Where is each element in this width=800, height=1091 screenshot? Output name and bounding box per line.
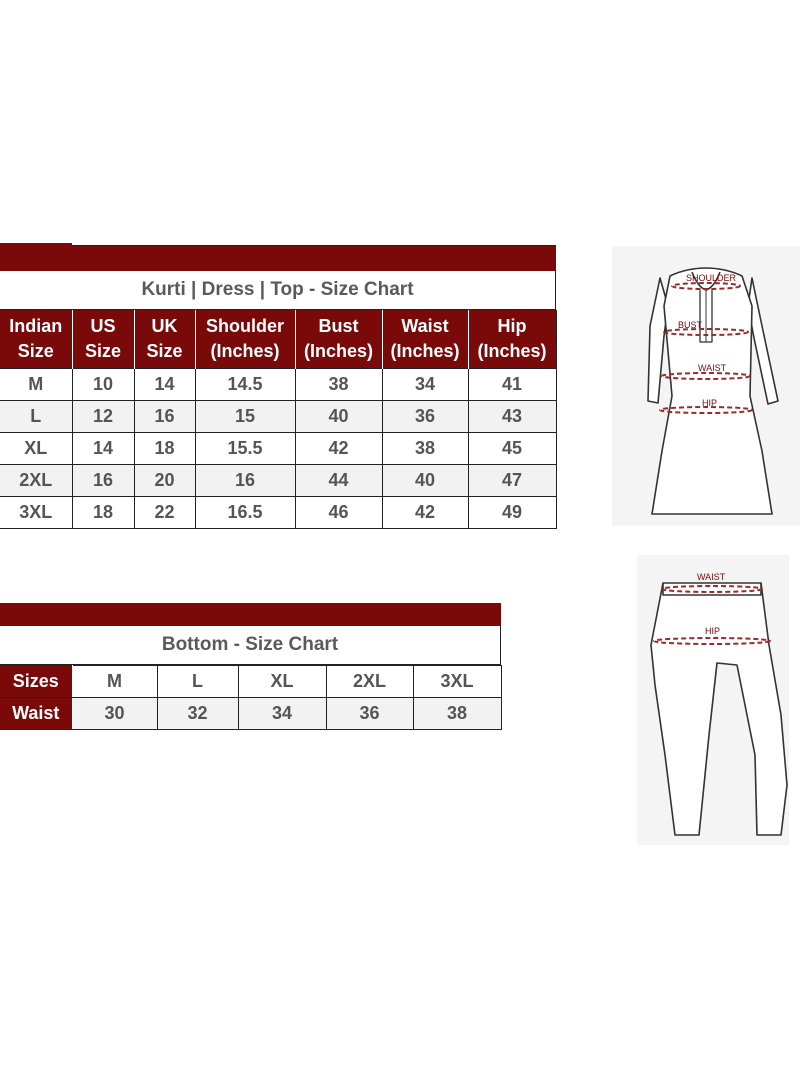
table-cell: 14: [72, 433, 134, 465]
kurti-size-table: [0, 310, 557, 529]
table-cell: 14: [134, 369, 195, 401]
table-cell: 20: [134, 465, 195, 497]
kurti-size-chart: [0, 245, 556, 529]
table-cell: 32: [157, 698, 238, 730]
table-cell: 10: [72, 369, 134, 401]
waist-label: WAIST: [698, 363, 727, 373]
table-cell: 49: [468, 497, 556, 529]
table-cell: 40: [382, 465, 468, 497]
table-cell: 2XL: [0, 465, 72, 497]
table-cell: 38: [295, 369, 382, 401]
table-cell: 3XL: [413, 666, 501, 698]
table-cell: 38: [382, 433, 468, 465]
hip-label: HIP: [702, 398, 718, 408]
col-header-uk-size: UK Size: [134, 310, 195, 369]
table-row: [0, 369, 556, 401]
table-cell: 47: [468, 465, 556, 497]
table-cell: 38: [413, 698, 501, 730]
col-header-waist: Waist (Inches): [382, 310, 468, 369]
bottom-chart-title: Bottom - Size Chart: [0, 626, 501, 665]
pants-measurement-illustration: [637, 555, 789, 845]
table-cell: 16: [195, 465, 295, 497]
table-cell: 3XL: [0, 497, 72, 529]
table-cell: 18: [134, 433, 195, 465]
table-cell: 15.5: [195, 433, 295, 465]
col-header-shoulder: Shoulder (Inches): [195, 310, 295, 369]
table-cell: L: [0, 401, 72, 433]
table-cell: 36: [382, 401, 468, 433]
table-cell: L: [157, 666, 238, 698]
table-cell: 14.5: [195, 369, 295, 401]
col-header-indian-size: Indian Size: [0, 310, 72, 369]
sizes-row-header: Sizes: [0, 666, 72, 698]
sizes-row: [0, 666, 501, 698]
col-header-us-size: US Size: [72, 310, 134, 369]
table-cell: XL: [238, 666, 326, 698]
table-cell: 30: [72, 698, 157, 730]
table-cell: 41: [468, 369, 556, 401]
kurti-measurement-illustration: [612, 246, 800, 526]
table-cell: 34: [238, 698, 326, 730]
pants-hip-label: HIP: [705, 626, 721, 636]
kurti-header-row: [0, 310, 556, 369]
bottom-size-chart: [0, 603, 501, 730]
table-row: [0, 497, 556, 529]
table-cell: 12: [72, 401, 134, 433]
table-cell: 40: [295, 401, 382, 433]
col-header-bust: Bust (Inches): [295, 310, 382, 369]
table-cell: 16: [72, 465, 134, 497]
bottom-size-table: [0, 665, 502, 730]
table-cell: 36: [326, 698, 413, 730]
table-cell: 16: [134, 401, 195, 433]
kurti-header-bar: [0, 245, 556, 271]
table-row: [0, 465, 556, 497]
table-cell: XL: [0, 433, 72, 465]
table-cell: 18: [72, 497, 134, 529]
table-cell: 42: [382, 497, 468, 529]
table-cell: 16.5: [195, 497, 295, 529]
table-cell: 34: [382, 369, 468, 401]
table-row: [0, 433, 556, 465]
pants-waist-label: WAIST: [697, 572, 726, 582]
table-cell: 2XL: [326, 666, 413, 698]
kurti-chart-title: Kurti | Dress | Top - Size Chart: [0, 271, 556, 310]
table-row: [0, 401, 556, 433]
table-cell: 42: [295, 433, 382, 465]
shoulder-label: SHOULDER: [686, 273, 737, 283]
table-cell: M: [72, 666, 157, 698]
waist-row: [0, 698, 501, 730]
table-cell: 46: [295, 497, 382, 529]
table-cell: M: [0, 369, 72, 401]
table-cell: 15: [195, 401, 295, 433]
table-cell: 44: [295, 465, 382, 497]
table-cell: 45: [468, 433, 556, 465]
table-cell: 43: [468, 401, 556, 433]
header-bar-notch: [0, 243, 72, 246]
bust-label: BUST: [678, 320, 703, 330]
col-header-hip: Hip (Inches): [468, 310, 556, 369]
kurti-outline-icon: [612, 246, 800, 526]
pants-outline-icon: [637, 555, 789, 845]
bottom-header-bar: [0, 603, 501, 626]
waist-row-header: Waist: [0, 698, 72, 730]
table-cell: 22: [134, 497, 195, 529]
